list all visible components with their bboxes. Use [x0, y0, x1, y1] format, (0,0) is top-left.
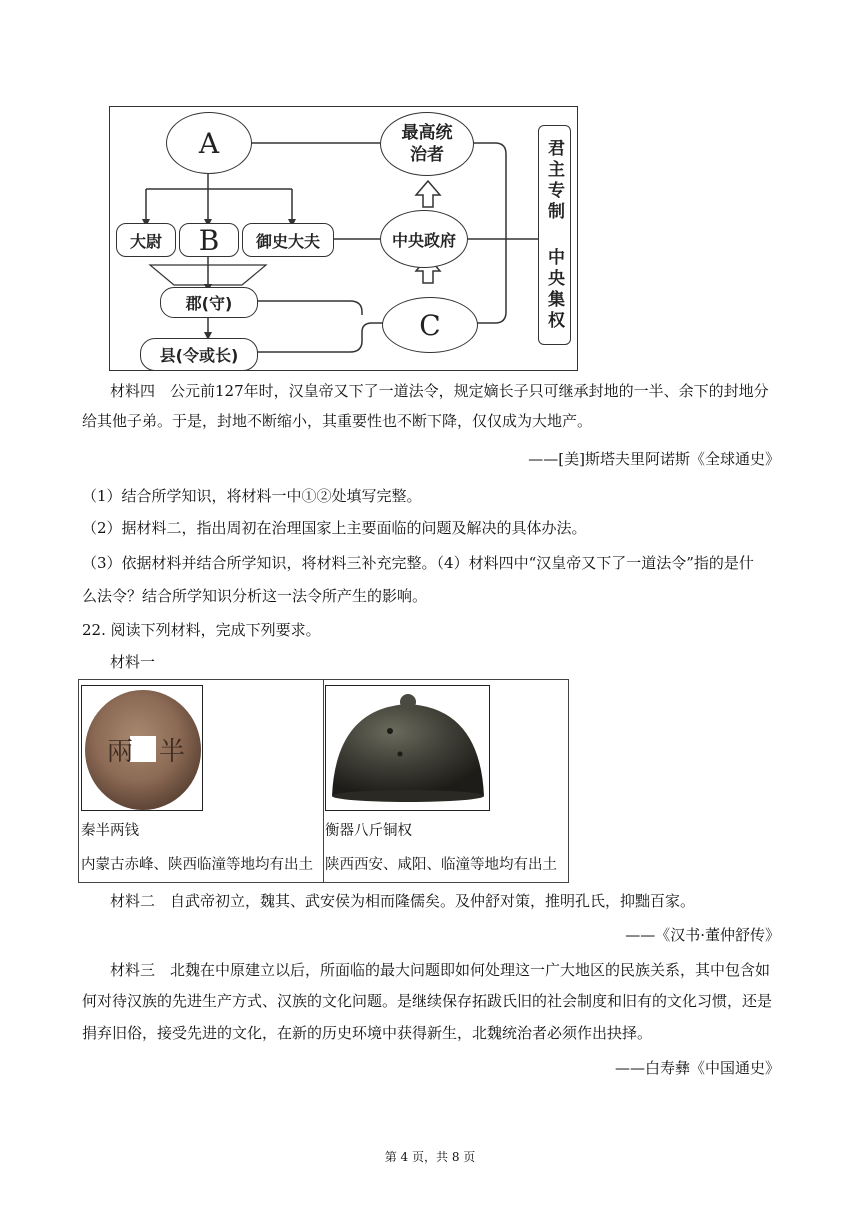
q22-title: 22. 阅读下列材料，完成下列要求。	[82, 621, 321, 639]
coin-glyph-right: 半	[159, 737, 186, 767]
question-3-line1: （3）依据材料并结合所学知识，将材料三补充完整。（4）材料四中“汉皇帝又下了一道法令”指的是什	[82, 554, 754, 572]
material2-source: ——《汉书·董仲舒传》	[625, 926, 780, 944]
node-central-gov: 中央政府	[380, 210, 468, 268]
node-jun: 郡(守)	[160, 287, 258, 318]
side-label-box	[538, 125, 571, 345]
supreme-ruler-line2: 治者	[410, 145, 444, 165]
material3-line1: 材料三 北魏在中原建立以后，所面临的最大问题即如何处理这一广大地区的民族关系，其中包含如	[110, 961, 771, 979]
weight-caption: 衡器八斤铜权	[325, 823, 412, 839]
question-3-line2: 么法令？结合所学知识分析这一法令所产生的影响。	[82, 587, 428, 605]
coin-caption: 秦半两钱	[81, 823, 139, 839]
coin-image	[81, 685, 203, 811]
material4-line1: 材料四 公元前127年时，汉皇帝又下了一道法令，规定嫡长子只可继承封地的一半、余下的封地分	[110, 382, 769, 400]
side-label-top: 君主专制	[544, 138, 564, 223]
question-2: （2）据材料二，指出周初在治理国家上主要面临的问题及解决的具体办法。	[82, 519, 587, 537]
material3-line2: 何对待汉族的先进生产方式、汉族的文化问题。是继续保存拓跋氏旧的社会制度和旧有的文化习惯，还是	[82, 992, 773, 1010]
ban-liang-coin-icon	[82, 686, 202, 810]
node-b: B	[179, 223, 239, 257]
material1-label: 材料一	[110, 653, 156, 671]
node-a: A	[166, 112, 252, 174]
weight-description: 陕西西安、咸阳、临潼等地均有出土	[325, 857, 557, 873]
node-yushi: 御史大夫	[242, 223, 334, 257]
bronze-weight-icon	[326, 686, 489, 810]
coin-description: 内蒙古赤峰、陕西临潼等地均有出土	[81, 857, 313, 873]
page-number: 第 4 页，共 8 页	[384, 1150, 476, 1164]
material2-text: 材料二 自武帝初立，魏其、武安侯为相而隆儒矣。及仲舒对策，推明孔氏，抑黜百家。	[110, 892, 696, 910]
coin-glyph-left: 兩	[107, 737, 134, 767]
political-structure-diagram	[109, 106, 578, 371]
weight-image	[325, 685, 490, 811]
material4-line2: 给其他子弟。于是，封地不断缩小，其重要性也不断下降，仅仅成为大地产。	[82, 412, 593, 430]
material1-table	[78, 679, 569, 883]
material3-line3: 捐弃旧俗，接受先进的文化，在新的历史环境中获得新生，北魏统治者必须作出抉择。	[82, 1024, 653, 1042]
node-taiwei: 大尉	[116, 223, 176, 257]
weight-cell	[324, 680, 568, 882]
supreme-ruler-line1: 最高统	[401, 123, 453, 143]
node-c: C	[382, 297, 478, 353]
material4-source: ——[美]斯塔夫里阿诺斯《全球通史》	[528, 450, 780, 468]
material3-source: ——白寿彝《中国通史》	[614, 1059, 780, 1077]
node-supreme-ruler	[380, 112, 474, 176]
node-xian: 县(令或长)	[140, 338, 258, 371]
question-1: （1）结合所学知识，将材料一中①②处填写完整。	[82, 487, 422, 505]
side-label-bottom: 中央集权	[544, 247, 564, 332]
coin-cell	[79, 680, 324, 882]
